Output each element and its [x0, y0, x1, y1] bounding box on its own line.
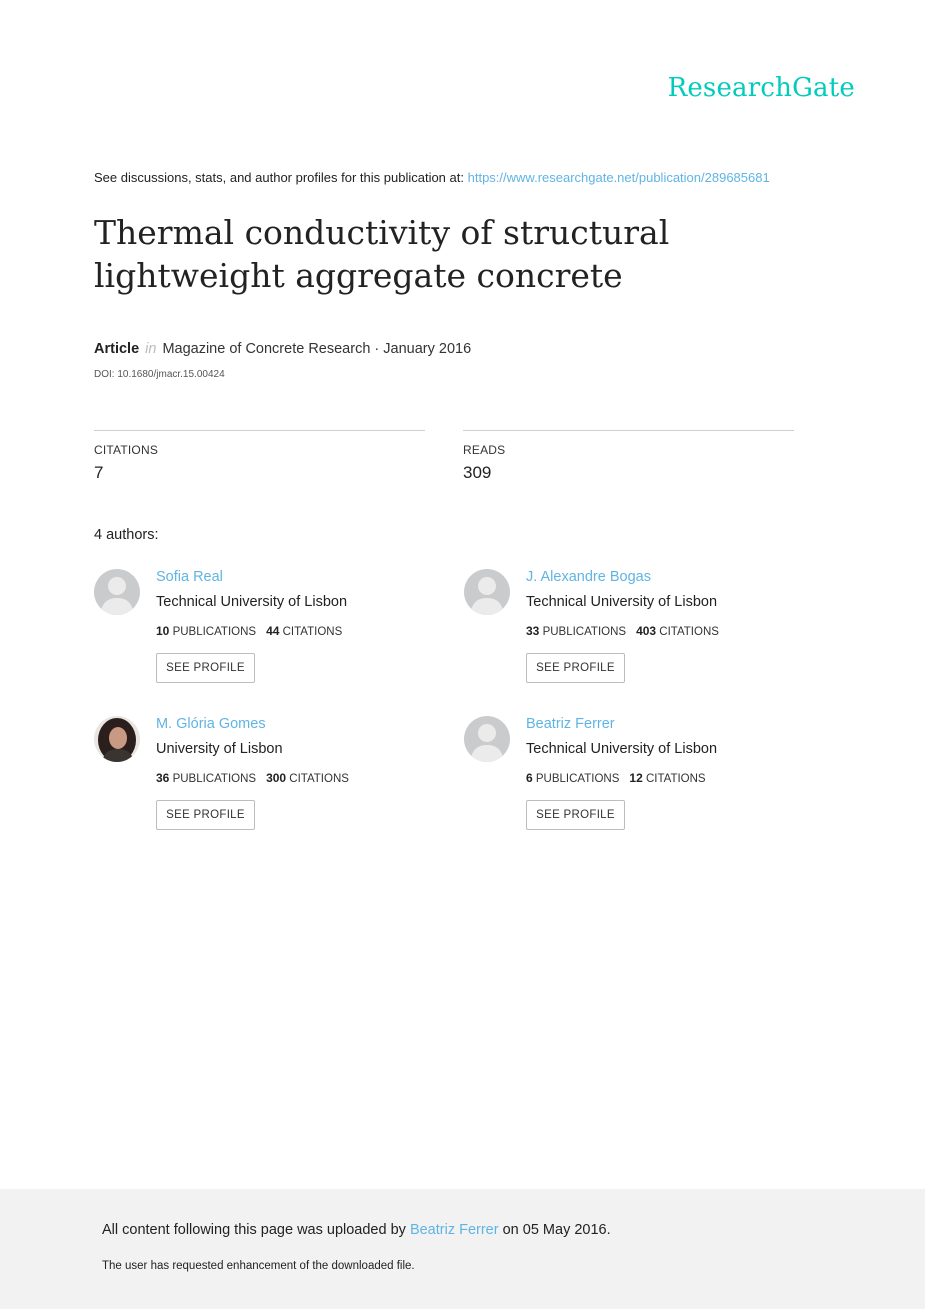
- publications-label: PUBLICATIONS: [172, 626, 257, 638]
- author-card: [94, 569, 434, 699]
- author-card: [94, 716, 434, 846]
- citations-count: 300: [266, 771, 287, 785]
- reads-stat: [463, 430, 794, 483]
- author-institution: Technical University of Lisbon: [526, 594, 718, 610]
- authors-heading: 4 authors:: [94, 527, 159, 543]
- publications-label: PUBLICATIONS: [172, 773, 257, 785]
- citations-label: CITATIONS: [645, 773, 706, 785]
- reads-label: READS: [463, 443, 506, 457]
- author-stats: [156, 771, 349, 785]
- see-discussions-line: [94, 170, 770, 185]
- author-stats: [526, 624, 719, 638]
- in-word: in: [145, 341, 157, 357]
- author-card: [464, 569, 804, 699]
- request-enhancement-text: The user has requested enhancement of the downloaded file.: [102, 1260, 415, 1272]
- publications-label: PUBLICATIONS: [535, 773, 620, 785]
- author-institution: Technical University of Lisbon: [526, 741, 718, 757]
- default-avatar-icon[interactable]: [94, 569, 140, 615]
- uploader-link[interactable]: Beatriz Ferrer: [409, 1222, 499, 1238]
- upload-prefix: All content following this page was uploaded by: [102, 1222, 406, 1238]
- citations-label: CITATIONS: [282, 626, 343, 638]
- publications-count: 10: [156, 624, 170, 638]
- upload-footer: [0, 1189, 925, 1309]
- author-name-link[interactable]: Sofia Real: [156, 569, 223, 585]
- doi: DOI: 10.1680/jmacr.15.00424: [94, 369, 225, 380]
- publication-type: Article: [94, 341, 140, 357]
- upload-line: [102, 1222, 611, 1238]
- see-profile-button[interactable]: SEE PROFILE: [526, 653, 625, 683]
- default-avatar-icon[interactable]: [464, 716, 510, 762]
- citations-label: CITATIONS: [659, 626, 719, 638]
- author-name-link[interactable]: M. Glória Gomes: [156, 716, 266, 732]
- publication-meta: [94, 341, 471, 357]
- citations-count: 44: [266, 624, 280, 638]
- citations-label: CITATIONS: [94, 443, 159, 457]
- see-profile-button[interactable]: SEE PROFILE: [526, 800, 625, 830]
- venue-date: Magazine of Concrete Research · January 2016: [162, 341, 472, 357]
- publication-url-link[interactable]: https://www.researchgate.net/publication/289685681: [467, 170, 770, 185]
- publications-count: 33: [526, 624, 540, 638]
- author-card: [464, 716, 804, 846]
- citations-label: CITATIONS: [289, 773, 349, 785]
- photo-avatar[interactable]: [94, 716, 140, 762]
- author-institution: Technical University of Lisbon: [156, 594, 348, 610]
- author-institution: University of Lisbon: [156, 741, 283, 757]
- reads-value: 309: [463, 463, 492, 482]
- citations-count: 403: [636, 624, 657, 638]
- citations-stat: [94, 430, 425, 483]
- author-name-link[interactable]: J. Alexandre Bogas: [526, 569, 651, 585]
- upload-suffix: on 05 May 2016.: [502, 1222, 611, 1238]
- citations-count: 12: [629, 771, 643, 785]
- default-avatar-icon[interactable]: [464, 569, 510, 615]
- author-stats: [156, 624, 342, 638]
- citations-value: 7: [94, 463, 104, 482]
- publications-label: PUBLICATIONS: [542, 626, 627, 638]
- researchgate-logo[interactable]: ResearchGate: [667, 73, 855, 103]
- publications-count: 36: [156, 771, 170, 785]
- see-profile-button[interactable]: SEE PROFILE: [156, 800, 255, 830]
- publications-count: 6: [526, 771, 533, 785]
- see-discussions-text: See discussions, stats, and author profiles for this publication at:: [94, 170, 464, 185]
- author-stats: [526, 771, 706, 785]
- publication-title: Thermal conductivity of structural lightweight aggregate concrete: [94, 213, 670, 295]
- author-name-link[interactable]: Beatriz Ferrer: [526, 716, 615, 732]
- see-profile-button[interactable]: SEE PROFILE: [156, 653, 255, 683]
